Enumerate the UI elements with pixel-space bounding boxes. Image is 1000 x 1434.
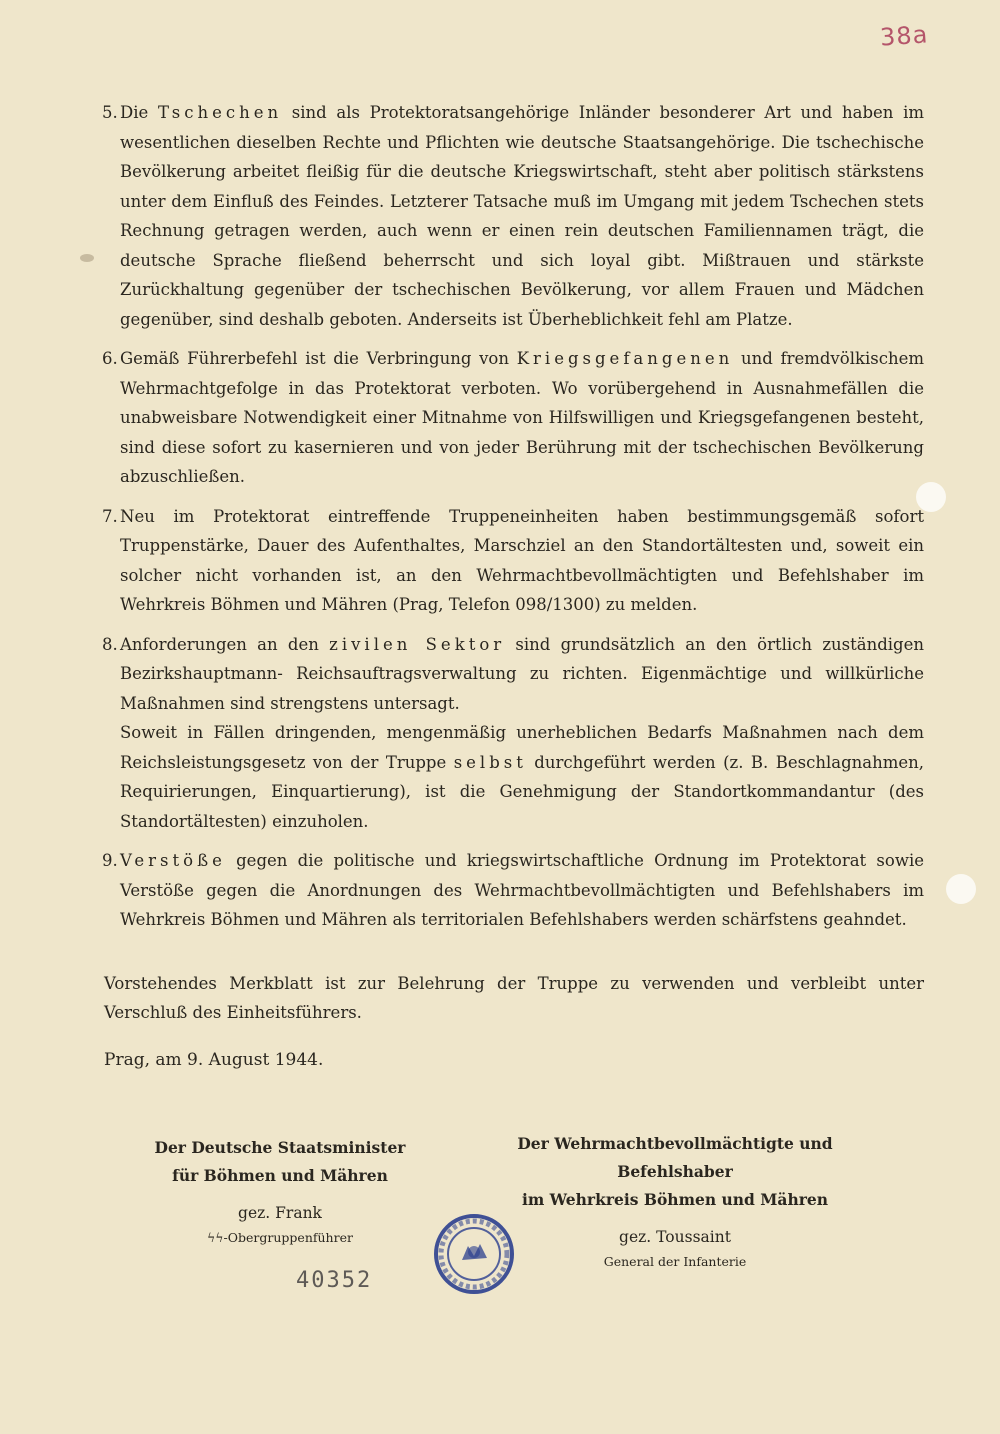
list-item	[104, 344, 924, 492]
item-text: Neu im Protektorat eintreffende Truppeneinheiten haben bestimmungsgemäß sofort Truppenstärke, Dauer des Aufenthaltes, Marschziel an den Standortältesten und, soweit ein solcher nicht vorhanden ist, an den Wehrmachtbevollmächtigten und Befehlshaber im Wehrkreis Böhmen und Mähren (Prag, Telefon 098/1300) zu melden.	[120, 506, 924, 614]
paper-mark	[80, 254, 94, 262]
item-number: 6.	[102, 349, 118, 368]
item-number: 8.	[102, 634, 118, 654]
date-line: Prag, am 9. August 1944.	[104, 1050, 324, 1070]
signatory-rank: ϟϟ-Obergruppenführer	[207, 1230, 353, 1245]
signatory-title-line1: Der Wehrmachtbevollmächtigte und Befehlshaber	[517, 1134, 833, 1181]
handwritten-page-annotation: 38a	[878, 20, 929, 52]
list-item	[104, 846, 924, 935]
list-item	[104, 502, 924, 620]
document-body	[104, 98, 924, 1044]
list-item	[104, 630, 924, 837]
list-item	[104, 98, 924, 334]
item-text: Verstöße gegen die politische und kriegswirtschaftliche Ordnung im Protektorat sowie Verstöße gegen die Anordnungen des Wehrmachtbevollmächtigten und Befehlshabers im Wehrkreis Böhmen und Mähren als territorialen Befehlshabers werden schärfstens geahndet.	[120, 851, 924, 929]
signatory-name: gez. Toussaint	[619, 1228, 731, 1246]
signatory-title-line2: für Böhmen und Mähren	[172, 1166, 388, 1185]
official-stamp-icon	[432, 1212, 516, 1296]
archive-number: 40352	[296, 1268, 373, 1293]
item-number: 7.	[102, 506, 118, 526]
item-text-continued: Soweit in Fällen dringenden, mengenmäßig unerheblichen Bedarfs Maßnahmen nach dem Reichsleistungsgesetz von der Truppe selbst durchgeführt werden (z. B. Beschlagnahmen, Requirierungen, Einquartierung), ist die Genehmigung der Standortkommandantur (des Standortältesten) einzuholen.	[120, 723, 924, 831]
item-number: 9.	[102, 851, 118, 870]
item-text: Die Tschechen sind als Protektoratsangehörige Inländer besonderer Art und haben im wesentlichen dieselben Rechte und Pflichten wie deutsche Staatsangehörige. Die tschechische Bevölkerung arbeitet fleißig für die deutsche Kriegswirtschaft, steht aber politisch stärkstens unter dem Einfluß des Feindes. Letzterer Tatsache muß im Umgang mit jedem Tschechen stets Rechnung getragen werden, auch wenn er einen rein deutschen Familiennamen trägt, die deutsche Sprache fließend beherrscht und sich loyal gibt. Mißtrauen und stärkste Zurückhaltung gegenüber der tschechischen Bevölkerung, vor allem Frauen und Mädchen gegenüber, sind deshalb geboten. Anderseits ist Überheblichkeit fehl am Platze.	[120, 103, 924, 329]
signature-block-right	[460, 1130, 890, 1269]
item-text: Anforderungen an den zivilen Sektor sind grundsätzlich an den örtlich zuständigen Bezirkshauptmann- Reichsauftragsverwaltung zu richten. Eigenmächtige und willkürliche Maßnahmen sind strengstens untersagt.	[120, 634, 924, 713]
signatory-name: gez. Frank	[238, 1204, 322, 1222]
item-text: Gemäß Führerbefehl ist die Verbringung von Kriegsgefangenen und fremdvölkischem Wehrmachtgefolge in das Protektorat verboten. Wo vorübergehend in Ausnahmefällen die unabweisbare Notwendigkeit einer Mitnahme von Hilfswilligen und Kriegsgefangenen besteht, sind diese sofort zu kasernieren und von jeder Berührung mit der tschechischen Bevölkerung abzuschließen.	[120, 349, 924, 486]
item-number: 5.	[102, 103, 118, 122]
signatory-title-line2: im Wehrkreis Böhmen und Mähren	[521, 1190, 829, 1209]
punch-hole-lower	[946, 874, 976, 904]
closing-paragraph: Vorstehendes Merkblatt ist zur Belehrung der Truppe zu verwenden und verbleibt unter Verschluß des Einheitsführers.	[104, 973, 924, 1022]
signatory-rank: General der Infanterie	[603, 1254, 747, 1269]
signatory-title-line1: Der Deutsche Staatsminister	[154, 1138, 406, 1157]
signature-block-left	[150, 1134, 410, 1245]
